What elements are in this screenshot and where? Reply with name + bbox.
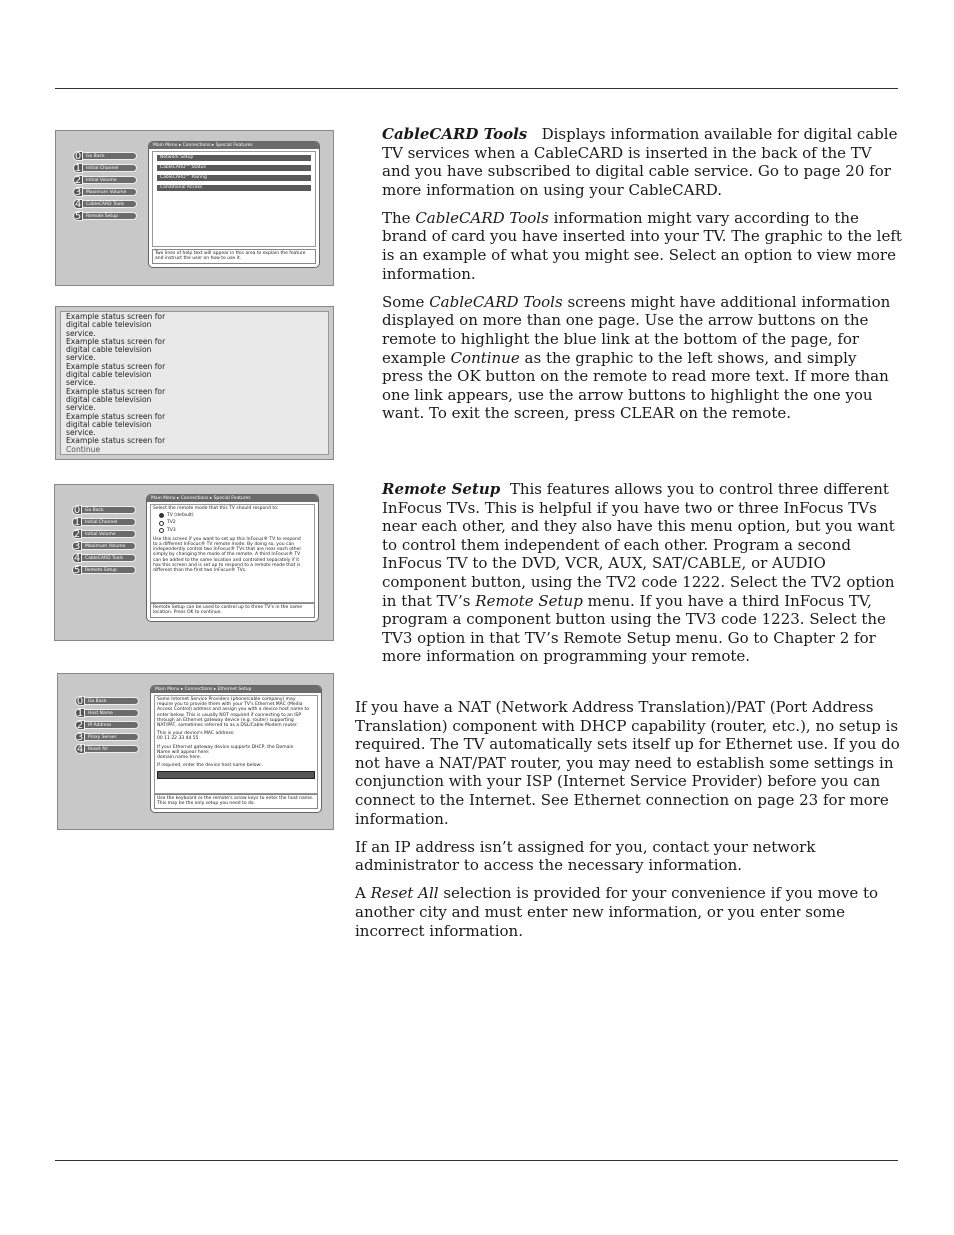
menu-item-host-name[interactable]: 1 Host Name [75, 708, 139, 717]
mac-address: 00 11 22 33 44 55 [157, 736, 199, 742]
radio-tv2[interactable]: TV2 [159, 520, 312, 525]
radio-tv-default[interactable]: TV (default) [159, 513, 312, 518]
menu-item-initial-volume[interactable]: 2 Initial Volume [73, 175, 137, 184]
bottom-rule [55, 1160, 898, 1161]
menu-item-initial-channel[interactable]: 1 Initial Channel [72, 517, 136, 526]
ethernet-setup-window [150, 685, 322, 813]
status-line: service. [66, 328, 96, 338]
status-line: Example status screen for [66, 436, 166, 446]
domain-name: domain.name.here. [157, 755, 202, 761]
status-line: Example status screen for [66, 336, 166, 346]
breadcrumb: Main Menu ▸ Connections ▸ Special Features [149, 142, 319, 149]
remote-setup-screen [54, 484, 334, 641]
remote-setup-para: Remote Setup This features allows you to control three different InFocus TVs. This is helpful if you have two or three InFocus TVs near each other, and they also have this menu option, but you want to control them independent of each other. Program a second InFocus TV to the DVD, VCR, AUX, SAT/CABLE, or AUDIO component button, using the TV2 code 1222. Select the TV2 option in that TV’s Remote Setup menu. If you have a third InFocus TV, program a component button using the TV3 code 1223. Select the TV3 option in that TV’s Remote Setup menu. Go to Chapter 2 for more information on programming your remote. [382, 480, 895, 666]
cablecard-description [382, 125, 902, 432]
mac-label: This is your device's MAC address: [157, 731, 235, 737]
breadcrumb: Main Menu ▸ Connections ▸ Special Features [147, 495, 318, 502]
cablecard-menu-screen [55, 130, 334, 286]
side-menu [72, 505, 136, 577]
status-text-area [60, 311, 329, 455]
status-line: service. [66, 428, 96, 438]
submenu-window [148, 141, 320, 268]
menu-item-go-back[interactable]: 0 Go Back [73, 151, 137, 160]
continue-link[interactable]: Continue [66, 444, 101, 454]
ethernet-description [355, 698, 900, 950]
ethernet-para-2: If an IP address isn’t assigned for you, contact your network administrator to access the necessary information. [355, 837, 816, 875]
cablecard-heading: CableCARD Tools [382, 125, 528, 143]
menu-item-initial-channel[interactable]: 1 Initial Channel [73, 163, 137, 172]
radio-tv3[interactable]: TV3 [159, 528, 312, 533]
option-conditional-access[interactable]: Conditional Access [156, 184, 312, 192]
option-cablecard-status[interactable]: CableCARD™ Status [156, 164, 312, 172]
status-line: digital cable television [66, 419, 152, 429]
menu-item-go-back[interactable]: 0 Go Back [72, 505, 136, 514]
menu-item-cablecard-tools[interactable]: 4 CableCARD Tools [73, 199, 137, 208]
host-name-input[interactable] [157, 771, 315, 779]
radio-selected-icon [159, 513, 164, 518]
help-text: Remote Setup can be used to control up to three TV's in the same location. Press OK to continue. [150, 603, 315, 618]
help-text: Two lines of help text will appear in this area to explain the feature and instruct the user on how to use it. [152, 249, 316, 264]
options-area [152, 151, 316, 247]
breadcrumb: Main Menu ▸ Connections ▸ Ethernet Setup [151, 686, 321, 693]
remote-setup-content [150, 504, 315, 603]
ethernet-para-1: If you have a NAT (Network Address Translation)/PAT (Port Address Translation) component with DHCP capability (router, etc.), no setup is required. The TV automatically sets itself up for Ethernet use. If you do not have a NAT/PAT router, you may need to establish some settings in conjunction with your ISP (Internet Service Provider) before you can connect to the Internet. See Ethernet connection on page 23 for more information. [355, 698, 900, 828]
status-line: digital cable television [66, 320, 152, 330]
ethernet-setup-content [154, 695, 318, 794]
option-cablecard-pairing[interactable]: CableCARD™ Pairing [156, 174, 312, 182]
help-text: Use the keyboard or the remote's arrow keys to enter the host name. This may be the only setup you need to do. [154, 794, 318, 809]
menu-item-cablecard-tools[interactable]: 4 CableCARD Tools [72, 553, 136, 562]
menu-item-go-back[interactable]: 0 Go Back [75, 696, 139, 705]
ethernet-para-3: A Reset All selection is provided for your convenience if you move to another city and must enter new information, or you enter some incorrect information. [355, 884, 879, 940]
status-line: Example status screen for [66, 386, 166, 396]
status-line: service. [66, 353, 96, 363]
status-line: digital cable television [66, 394, 152, 404]
remote-mode-prompt: Select the remote mode that this TV should respond to: [153, 506, 279, 511]
top-rule [55, 88, 898, 89]
status-line: Example status screen for [66, 411, 166, 421]
menu-item-reset-all[interactable]: 4 Reset All [75, 744, 139, 753]
menu-item-maximum-volume[interactable]: 3 Maximum Volume [73, 187, 137, 196]
radio-empty-icon [159, 528, 164, 533]
menu-item-maximum-volume[interactable]: 3 Maximum Volume [72, 541, 136, 550]
menu-item-initial-volume[interactable]: 2 Initial Volume [72, 529, 136, 538]
side-menu [73, 151, 137, 223]
cablecard-para-3: Some CableCARD Tools screens might have additional information displayed on more than one page. Use the arrow buttons on the remote to highlight the blue link at the bottom of the page, for example Continue as the graphic to the left shows, and simply press the OK button on the remote to read more text. If more than one link appears, use the arrow buttons to highlight the one you want. To exit the screen, press CLEAR on the remote. [382, 292, 891, 423]
cablecard-para-2: The CableCARD Tools information might vary according to the brand of card you have inserted into your TV. The graphic to the left is an example of what you might see. Select an option to view more information. [382, 208, 902, 283]
remote-setup-description-text [382, 480, 902, 675]
option-network-setup[interactable]: Network Setup [156, 154, 312, 162]
isp-info-text: Some Internet Service Providers (phone/cable company) may require you to provide them with your TV's Ethernet MAC (Media Access Control) address and assign you with a device host name to enter below. This is usually NOT required if connecting to an ISP through an Ethernet gateway device (e.g. router) supporting NAT/PAT, sometimes referred to as a DSL/Cable Modem router. [157, 697, 310, 729]
status-line: digital cable television [66, 370, 152, 380]
menu-item-ip-address[interactable]: 2 IP Address [75, 720, 139, 729]
radio-empty-icon [159, 521, 164, 526]
ethernet-setup-screen [57, 673, 334, 830]
menu-item-proxy-server[interactable]: 3 Proxy Server [75, 732, 139, 741]
menu-item-remote-setup[interactable]: 5 Remote Setup [73, 211, 137, 220]
status-line: Example status screen for [66, 312, 166, 321]
dhcp-info-text: If your Ethernet gateway device supports DHCP, the Domain Name will appear here: [157, 744, 294, 755]
remote-setup-window [146, 494, 319, 622]
status-line: Example status screen for [66, 361, 166, 371]
remote-setup-heading: Remote Setup [382, 480, 501, 498]
status-line: service. [66, 378, 96, 388]
status-line: service. [66, 403, 96, 413]
remote-setup-description: Use this screen if you want to set up this InFocus® TV to respond to a different InFocus® TV remote mode. By doing so, you can independently control two InFocus® TVs that are near each other simply by changing the mode of the remote. A third InFocus® TV can be added to the same location and controlled separately if it has this screen and is set up to respond to a remote mode that is different than the first two InFocus® TVs. [153, 536, 302, 574]
menu-item-remote-setup[interactable]: 5 Remote Setup [72, 565, 136, 574]
cablecard-para-1: CableCARD Tools Displays information available for digital cable TV services when a CableCARD is inserted in the back of the TV and you have subscribed to digital cable service. Go to page 20 for more information on using your CableCARD. [382, 125, 898, 199]
host-name-prompt: If required, enter the device host name below: [157, 763, 262, 769]
status-line: digital cable television [66, 345, 152, 355]
side-menu [75, 696, 139, 756]
status-screen [55, 306, 334, 460]
